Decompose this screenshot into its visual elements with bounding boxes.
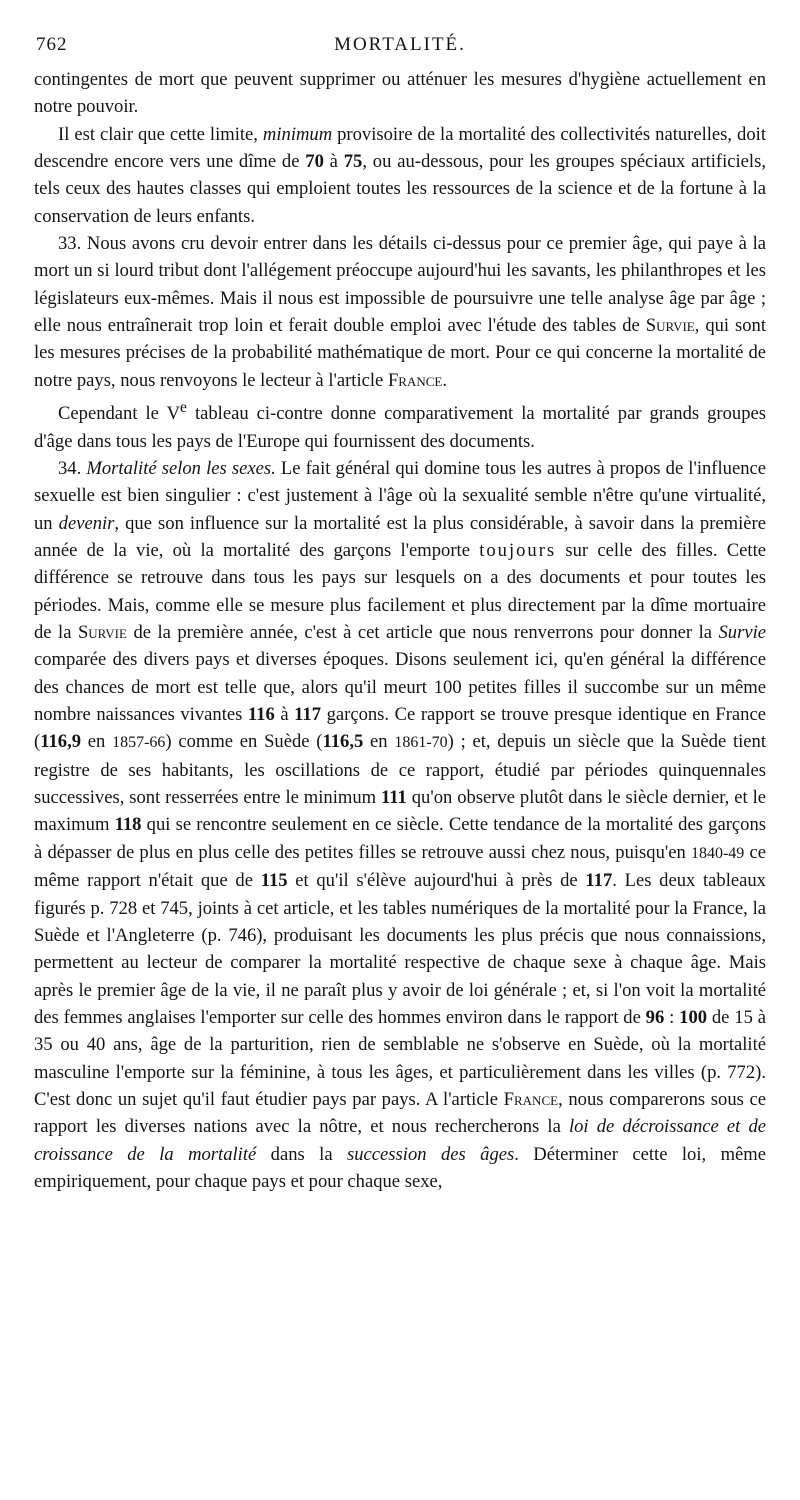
cross-reference-france: France — [387, 369, 443, 391]
paragraph-continuation: contingentes de mort que peuvent supprimer ou atténuer les mesures d'hygiène actuellement en notre pouvoir. — [34, 69, 766, 118]
cross-reference-survie: Survie — [645, 315, 695, 337]
section-heading-sexes: Mortalité selon les sexes. — [86, 458, 276, 479]
paragraph-tableau: Cependant le Ve tableau ci-contre donne comparativement la mortalité par grands groupes d'âge dans tous les pays de l'Europe qui fournissent des documents. — [34, 399, 766, 452]
page-header — [36, 34, 764, 60]
running-title: MORTALITÉ. — [334, 34, 466, 55]
term-minimum: minimum — [262, 123, 333, 145]
page-number: 762 — [36, 34, 68, 55]
paragraph-33: 33. Nous avons cru devoir entrer dans les détails ci-dessus pour ce premier âge, qui paye à la mort un si lourd tribut dont l'allégement préoccupe aujourd'hui les savants, les philanthropes et les législateurs eux-mêmes. Mais il nous est impossible de poursuivre une telle analyse âge par âge ; elle nous entraînerait trop loin et ferait double emploi avec l'étude des tables de Survie, qui sont les mesures précises de la probabilité mathématique de mort. Pour ce qui concerne la mortalité de notre pays, nous renvoyons le lecteur à l'article France. — [34, 233, 766, 391]
paragraph-limit-minimum: Il est clair que cette limite, minimum provisoire de la mortalité des collectivités naturelles, doit descendre encore vers une dîme de 70 à 75, ou au-dessous, pour les groupes spéciaux artificiels, tels ceux des hautes classes qui emploient toutes les ressources de la science et de la fortune à la conservation de leurs enfants. — [34, 123, 766, 227]
body-text — [34, 66, 766, 1195]
paragraph-34: 34. Mortalité selon les sexes. Le fait général qui domine tous les autres à propos de l'influence sexuelle est bien singulier : c'est justement à l'âge où la sexualité semble n'être qu'une virtualité, un devenir, que son influence sur la mortalité est la plus considérable, à savoir dans la première année de la vie, où la mortalité des garçons l'emporte toujours sur celle des filles. Cette différence se retrouve dans tous les pays sur lesquels on a des documents et pour toutes les périodes. Mais, comme elle se mesure plus facilement et plus directement par la dîme mortuaire de la Survie de la première année, c'est à cet article que nous renverrons pour donner la Survie comparée des divers pays et diverses époques. Disons seulement ici, qu'en général la différence des chances de mort est telle que, alors qu'il meurt 100 petites filles il succombe sur un même nombre naissances vivantes 116 à 117 garçons. Ce rapport se trouve presque identique en France (116,9 en 1857-66) comme en Suède (116,5 en 1861-70) ; et, depuis un siècle que la Suède tient registre de ses habitants, les oscillations de ce rapport, étudié par périodes quinquennales successives, sont resserrées entre le minimum 111 qu'on observe plutôt dans le siècle dernier, et le maximum 118 qui se rencontre seulement en ce siècle. Cette tendance de la mortalité des garçons à dépasser de plus en plus celle des petites filles se retrouve aussi chez nous, puisqu'en 1840-49 ce même rapport n'était que de 115 et qu'il s'élève aujourd'hui à près de 117. Les deux tableaux figurés p. 728 et 745, joints à cet article, et les tables numériques de la mortalité pour la France, la Suède et l'Angleterre (p. 746), produisant les documents les plus précis que nous connaissions, permettent au lecteur de comparer la mortalité respective de chaque sexe à chaque âge. Mais après le premier âge de la vie, il ne paraît plus y avoir de loi générale ; et, si l'on voit la mortalité des femmes anglaises l'emporter sur celle des hommes environ dans le rapport de 96 : 100 de 15 à 35 ou 40 ans, âge de la parturition, rien de semblable ne s'observe en Suède, où la mortalité masculine l'emporte sur la féminine, à tous les âges, et particulièrement dans les villes (p. 772). C'est donc un sujet qu'il faut étudier pays par pays. A l'article France, nous comparerons sous ce rapport les diverses nations avec la nôtre, et nous rechercherons la loi de décroissance et de croissance de la mortalité dans la succession des âges. Déterminer cette loi, même empiriquement, pour chaque pays et pour chaque sexe, — [34, 458, 767, 1192]
